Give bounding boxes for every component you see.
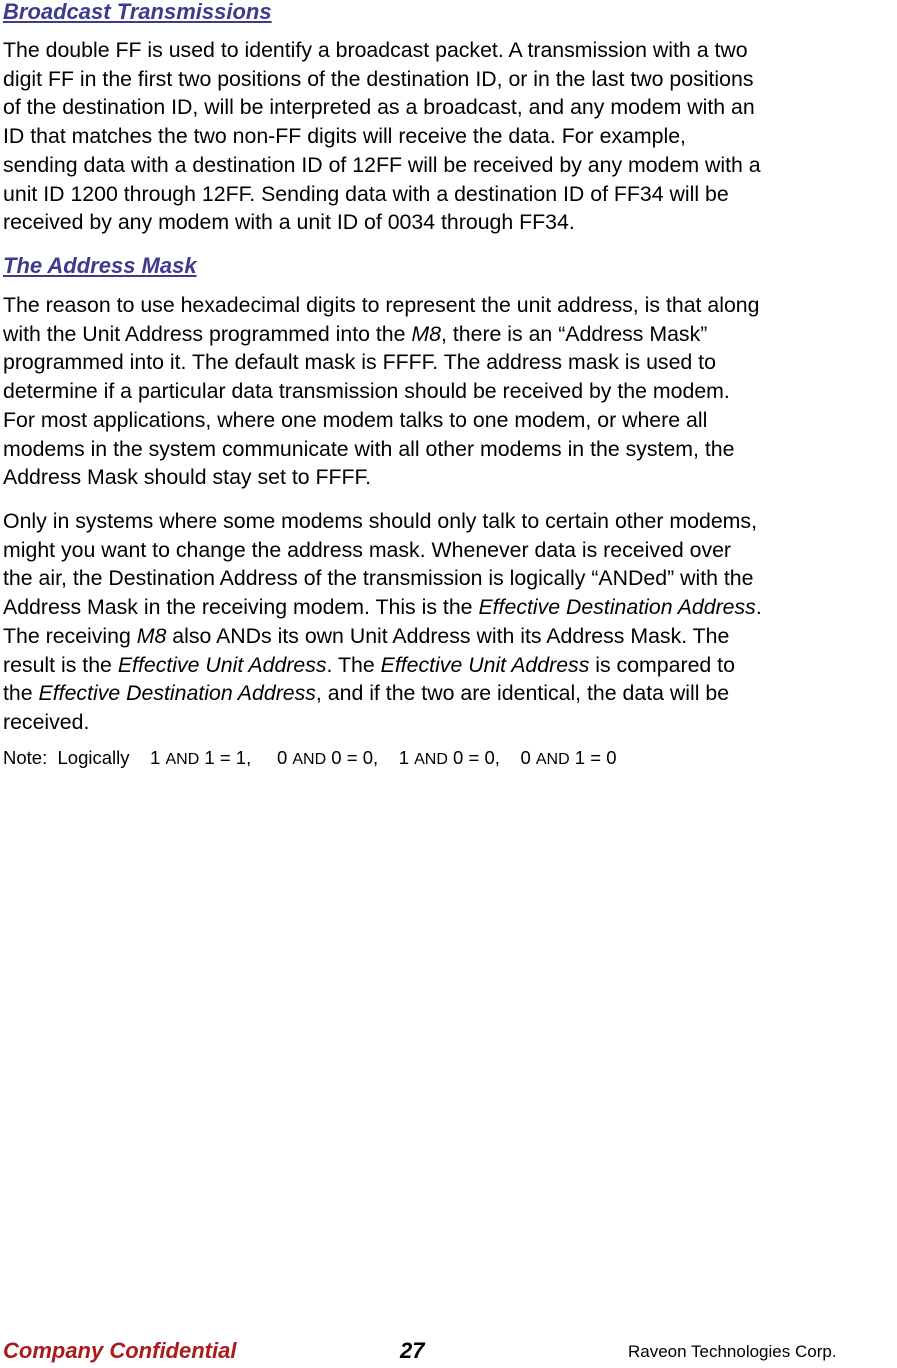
text-line: For most applications, where one modem talks to one modem, or where all	[3, 407, 708, 432]
text-line: modems in the system communicate with all other modems in the system, the	[3, 436, 735, 461]
note-item: 1 AND 0 = 0,	[398, 747, 521, 768]
page-number: 27	[400, 1338, 425, 1363]
paragraph-address-mask-intro	[3, 291, 897, 492]
note-item: 1 AND 1 = 1,	[150, 747, 277, 768]
page-footer	[3, 1338, 897, 1368]
text-line: with the Unit Address programmed into the M8, there is an “Address Mask”	[3, 321, 708, 346]
note-prefix: Note: Logically	[3, 747, 151, 768]
text-line: determine if a particular data transmission should be received by the modem.	[3, 379, 730, 404]
text-line: The reason to use hexadecimal digits to represent the unit address, is that along	[3, 293, 760, 317]
text-line: received by any modem with a unit ID of 0034 through FF34.	[3, 210, 575, 235]
paragraph-address-mask-detail	[3, 507, 897, 737]
note-item: 0 AND 0 = 0,	[276, 747, 399, 768]
text-line: the air, the Destination Address of the transmission is logically “ANDed” with the	[3, 566, 754, 591]
note-item: 0 AND 1 = 0	[520, 747, 617, 768]
footer-confidential: Company Confidential	[3, 1338, 237, 1363]
text-line: digit FF in the first two positions of the destination ID, or in the last two positions	[3, 66, 754, 91]
text-line: the Effective Destination Address, and if the two are identical, the data will be	[3, 681, 730, 706]
text-line: Only in systems where some modems should only talk to certain other modems,	[3, 509, 757, 533]
text-line: The double FF is used to identify a broadcast packet. A transmission with a two	[3, 38, 748, 62]
text-line: might you want to change the address mask. Whenever data is received over	[3, 537, 732, 562]
text-line: of the destination ID, will be interpreted as a broadcast, and any modem with an	[3, 95, 755, 120]
text-line: Address Mask in the receiving modem. This is the Effective Destination Address.	[3, 595, 762, 620]
text-line: ID that matches the two non-FF digits will receive the data. For example,	[3, 124, 686, 149]
text-line: Address Mask should stay set to FFFF.	[3, 465, 372, 490]
footer-company: Raveon Technologies Corp.	[628, 1342, 837, 1361]
text-line: received.	[3, 709, 90, 734]
logic-note	[3, 746, 616, 772]
text-line: programmed into it. The default mask is FFFF. The address mask is used to	[3, 350, 716, 375]
text-line: result is the Effective Unit Address. The Effective Unit Address is compared to	[3, 652, 735, 677]
text-line: The receiving M8 also ANDs its own Unit Address with its Address Mask. The	[3, 623, 730, 648]
section-heading-broadcast-transmissions: Broadcast Transmissions	[3, 0, 272, 24]
section-heading-address-mask: The Address Mask	[3, 253, 197, 278]
paragraph-broadcast	[3, 36, 897, 237]
text-line: unit ID 1200 through 12FF. Sending data with a destination ID of FF34 will be	[3, 181, 729, 206]
text-line: sending data with a destination ID of 12FF will be received by any modem with a	[3, 152, 761, 177]
